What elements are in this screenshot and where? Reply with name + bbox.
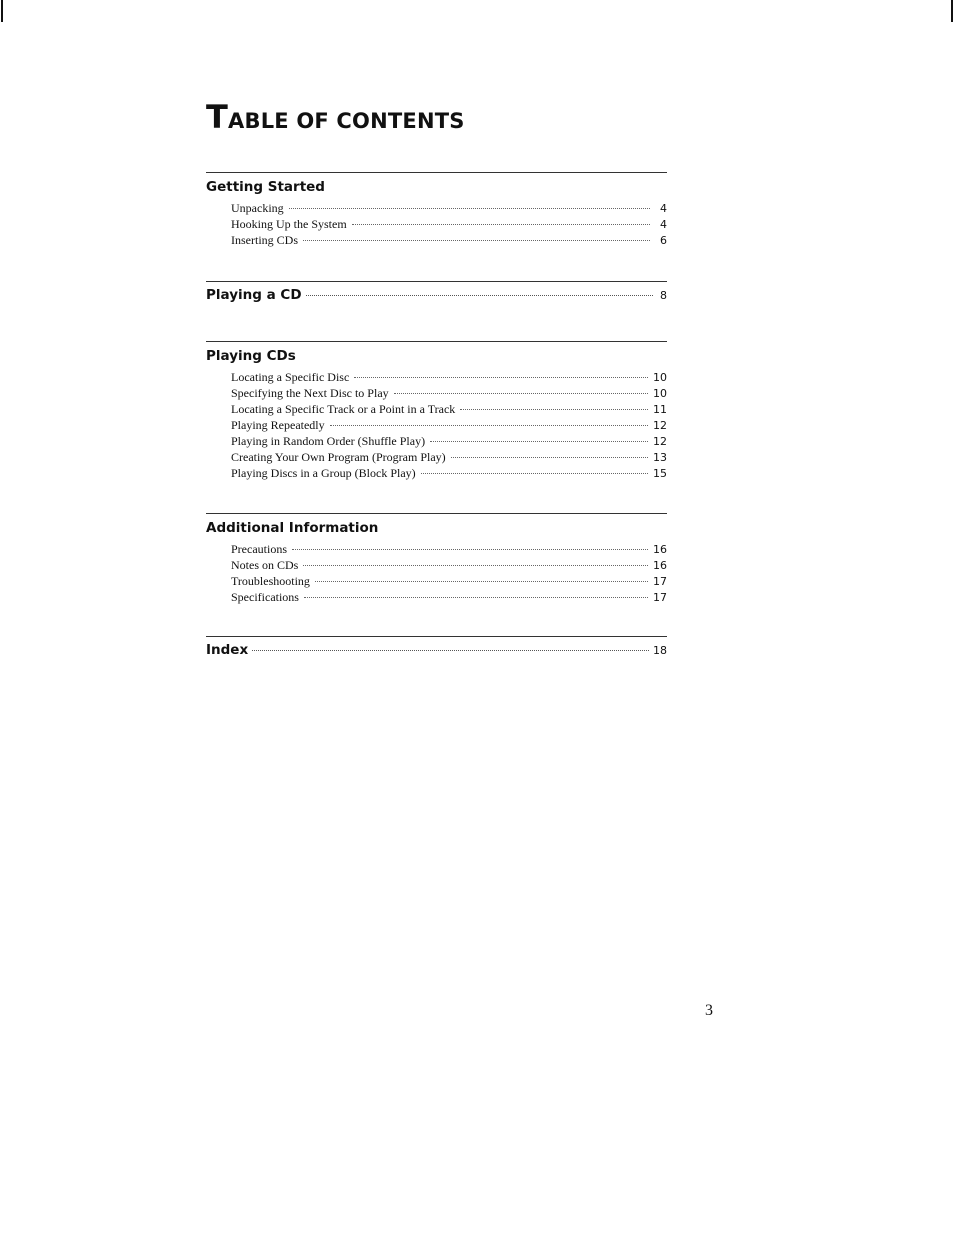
entry-list [231,369,667,481]
toc-section-playing-a-cd [206,281,667,304]
dot-leader [451,457,648,458]
entry-page: 12 [653,435,667,448]
dot-leader [330,425,648,426]
toc-entry[interactable] [231,433,667,449]
entry-page: 15 [653,467,667,480]
dot-leader [292,549,648,550]
entry-page: 17 [653,575,667,588]
entry-page: 16 [653,559,667,572]
entry-label: Playing in Random Order (Shuffle Play) [231,434,426,448]
dot-leader [394,393,648,394]
entry-page: 18 [653,644,667,657]
section-heading[interactable]: Playing CDs [206,348,296,364]
dot-leader [303,240,650,241]
entry-page: 6 [660,234,667,247]
section-rule [206,341,667,342]
section-heading[interactable]: Getting Started [206,179,325,195]
section-heading[interactable]: Additional Information [206,520,379,536]
entry-label: Inserting CDs [231,233,298,247]
dot-leader [306,295,653,296]
entry-page: 8 [660,289,667,302]
toc-entry[interactable] [206,286,667,304]
dot-leader [252,650,649,651]
dot-leader [315,581,648,582]
toc-entry[interactable] [206,641,667,659]
entry-label: Specifications [231,590,299,604]
entry-label: Locating a Specific Disc [231,370,350,384]
entry-label: Creating Your Own Program (Program Play) [231,450,446,464]
dot-leader [354,377,648,378]
toc-entry[interactable] [231,541,667,557]
entry-page: 13 [653,451,667,464]
entry-page: 4 [660,202,667,215]
entry-label: Troubleshooting [231,574,310,588]
dot-leader [303,565,648,566]
dot-leader [352,224,650,225]
toc-entry[interactable] [231,417,667,433]
entry-page: 17 [653,591,667,604]
entry-label: Unpacking [231,201,284,215]
dot-leader [289,208,650,209]
entry-label: Precautions [231,542,287,556]
toc-entry[interactable] [231,369,667,385]
section-rule [206,172,667,173]
entry-list [231,200,667,248]
entry-label: Notes on CDs [231,558,299,572]
entry-label: Playing Repeatedly [231,418,325,432]
entry-page: 4 [660,218,667,231]
toc-entry[interactable] [231,573,667,589]
entry-page: 16 [653,543,667,556]
toc-entry[interactable] [231,589,667,605]
entry-label: Locating a Specific Track or a Point in a Track [231,402,456,416]
section-rule [206,513,667,514]
page-number: 3 [705,1002,713,1019]
toc-section-index [206,636,667,659]
entry-list [231,541,667,605]
dot-leader [460,409,648,410]
scan-edge-mark-right [951,0,953,22]
dot-leader [430,441,648,442]
title-initial: T [206,98,229,136]
section-rule [206,636,667,637]
toc-entry[interactable] [231,449,667,465]
toc-entry[interactable] [231,401,667,417]
toc-section-playing-cds [206,341,667,481]
toc-entry[interactable] [231,465,667,481]
section-heading: Index [206,642,249,658]
page-title [206,98,465,136]
dot-leader [421,473,648,474]
entry-page: 10 [653,371,667,384]
scan-edge-mark-left [1,0,3,22]
entry-page: 10 [653,387,667,400]
section-rule [206,281,667,282]
title-rest: ABLE OF CONTENTS [228,109,465,133]
section-heading: Playing a CD [206,287,302,303]
entry-page: 11 [653,403,667,416]
toc-section-additional-information [206,513,667,605]
entry-label: Specifying the Next Disc to Play [231,386,389,400]
toc-entry[interactable] [231,200,667,216]
dot-leader [304,597,648,598]
toc-entry[interactable] [231,385,667,401]
toc-entry[interactable] [231,557,667,573]
entry-label: Hooking Up the System [231,217,347,231]
entry-label: Playing Discs in a Group (Block Play) [231,466,416,480]
toc-entry[interactable] [231,216,667,232]
toc-section-getting-started [206,172,667,248]
entry-page: 12 [653,419,667,432]
toc-entry[interactable] [231,232,667,248]
